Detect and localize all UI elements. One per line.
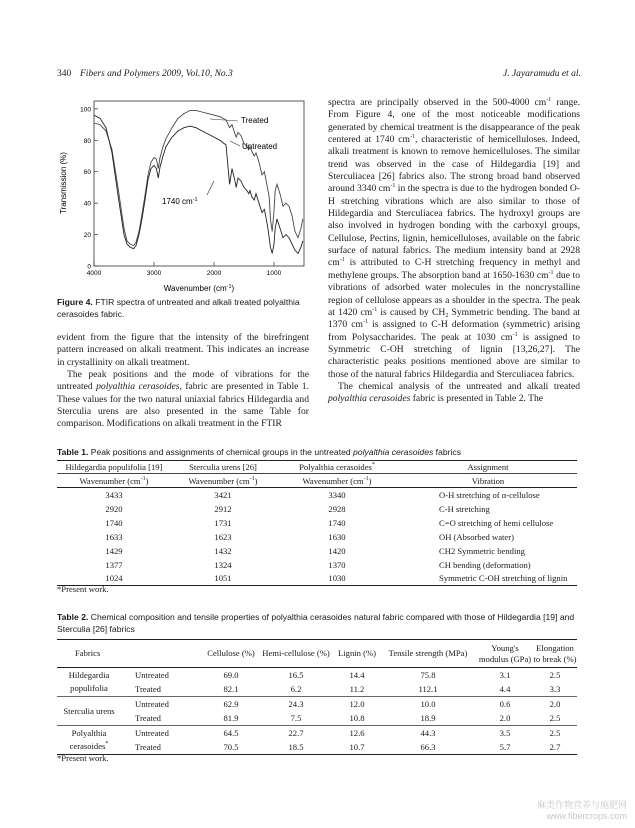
annotation-arrow (207, 181, 214, 195)
x-tick-label: 3000 (146, 270, 162, 277)
left-paragraph-1: evident from the figure that the intensity of the birefringent pattern increased on alkali treatment. This indicates an increase in crystallinity on alkali treatment. (57, 332, 309, 368)
table2-cell: 64.5 (223, 728, 239, 738)
table2-cell: 2.0 (499, 713, 511, 723)
table1 (57, 460, 577, 586)
table2-header-cell: Lignin (%) (338, 648, 376, 658)
table1-cell: 1623 (214, 531, 232, 542)
table2-cell: 24.3 (288, 699, 304, 709)
x-tick-label: 2000 (206, 270, 222, 277)
table2-cell: 82.1 (223, 684, 239, 694)
table2-cell: 2.7 (549, 742, 561, 752)
table1-caption: Table 1. Peak positions and assignments of chemical groups in the untreated polyalthia cerasoides fabrics (57, 447, 461, 457)
table2-cell: 16.5 (288, 670, 304, 680)
table1-subheader-cell: Wavenumber $(cm^{-1})$ (275, 474, 399, 488)
plot-frame (94, 101, 304, 266)
x-tick-label: 1000 (266, 270, 282, 277)
legend-treated: Treated (241, 116, 269, 125)
table1-subheader-cell: Wavenumber $(cm^{-1})$ (171, 474, 275, 488)
table2-cell: 2.5 (549, 728, 561, 738)
table1-row (57, 502, 577, 516)
table1-header-row (57, 461, 577, 474)
table2-cell: 70.5 (223, 742, 239, 752)
table2-treatment: Treated (135, 742, 161, 752)
table2-cell: 7.5 (290, 713, 302, 723)
table2-cell: 81.9 (223, 713, 239, 723)
table2-header-cell: Hemi-cellulose (%) (262, 648, 330, 658)
table2-cell: 44.3 (420, 728, 436, 738)
table2-treatment: Treated (135, 684, 161, 694)
table1-cell: 1429 (105, 545, 123, 556)
right-paragraph-1: spectra are principally observed in the 500-4000 $cm^{-1}$ range. From Figure 4, one of the most noticeable modifications generated by chemical treatment is the disappearance of the peak centered at 1740 $cm^{-1}$, characteristic of hemicelluloses. Indeed, alkali treatment is known to remove hemicelluloses. The similar trend was observed in the case of Hildegardia [19] and Sterculiacea [26] fabrics also. The strong broad band observed around 3340 $cm^{-1}$ in the spectra is due to the hydrogen bonded O-H stretching vibrations which are also similar to those of Hildegardia and Sterculiacea fabrics. The hydroxyl groups are also involved in hydrogen bonding with the carboxyl groups, Cellulose, Pectins, lignin, hemicelluloses, available on the fabric surface of natural fabrics. The medium intensity band at 2928 $cm^{-1}$ is attributed to C-H stretching frequency in methyl and methylene groups. The absorption band at 1650-1630 $cm^{-1}$ due to vibrations of adsorbed water molecules in the noncrystalline region of cellulose appears as a shoulder in the spectra. The peak at 1420 $cm^{-1}$ is caused by $CH_2$ Symmetric bending. The band at 1370 $cm^{-1}$ is assigned to C-H deformation (symmetric) arising from Polysaccharides. The peak at 1030 $cm^{-1}$ is assigned to Symmetric C-OH stretching of lignin [13,26,27]. The characteristic peaks positions mentioned above are similar to those of the natural fabrics Hildegardia and Sterculiacea fabrics. (328, 97, 581, 380)
table2-header-cell: Tensile strength (MPa) (388, 648, 468, 658)
table2-row (57, 740, 577, 755)
watermark-line-1: 麻类作物营养与施肥网 (536, 800, 627, 810)
table2-cell: 3.3 (549, 684, 561, 694)
running-author: J. Jayaramudu et al. (503, 69, 581, 79)
table2-header-cell: Fabrics (75, 648, 101, 658)
table2-row (57, 711, 577, 726)
table2-fabric-name: Polyalthia cerasoides* (69, 728, 109, 751)
x-tick-label: 4000 (86, 270, 102, 277)
table2-cell: 0.6 (499, 699, 511, 709)
table2-caption: Table 2. Chemical composition and tensile properties of polyalthia cerasoides natural fabric compared with those of Hildegardia [19] and Sterculia [26] fabrics (57, 612, 575, 634)
y-tick-label: 60 (83, 169, 91, 177)
table1-cell: 1030 (328, 573, 346, 584)
x-axis-label: Wavenumber $(cm^{-1})$ (163, 284, 235, 293)
table2-row (57, 697, 577, 712)
table2-cell: 10.0 (420, 699, 436, 709)
table1-cell: 2912 (214, 503, 232, 514)
table2-row (57, 682, 577, 697)
table1-cell: 1630 (328, 531, 346, 542)
table1-note: *Present work. (57, 584, 109, 594)
table2 (57, 639, 577, 755)
left-column (57, 332, 309, 431)
table2-treatment: Untreated (135, 728, 169, 738)
table2-cell: 10.8 (349, 713, 365, 723)
figure-caption-label: Figure 4. (57, 297, 93, 307)
series-treated-line (94, 110, 303, 245)
table2-cell: 3.5 (499, 728, 511, 738)
table1-cell: 3433 (105, 489, 123, 500)
journal-name: Fibers and Polymers 2009, Vol.10, No.3 (80, 69, 233, 79)
y-tick-label: 0 (87, 263, 91, 271)
table2-cell: 12.0 (349, 699, 365, 709)
table2-cell: 3.1 (499, 670, 511, 680)
table1-header-cell: Assignment (467, 462, 509, 472)
table2-cell: 2.5 (549, 670, 561, 680)
table2-cell: 69.0 (223, 670, 239, 680)
table1-cell: 3340 (328, 489, 346, 500)
table1-row (57, 558, 577, 572)
table2-row (57, 668, 577, 683)
table1-cell: O-H stretching of α-cellulose (439, 489, 540, 500)
page-number: 340 (57, 69, 72, 79)
table2-cell: 5.7 (499, 742, 511, 752)
table1-row (57, 488, 577, 502)
table2-cell: 22.7 (288, 728, 304, 738)
table1-cell: C=O stretching of hemi cellulose (439, 517, 554, 528)
table1-row (57, 530, 577, 544)
annotation-1740: 1740 $cm^{-1}$ (162, 197, 198, 206)
y-tick-label: 80 (83, 137, 91, 145)
watermark-line-2: www.fibercrops.com (546, 811, 627, 821)
table2-header-row (57, 640, 577, 668)
ftir-chart (52, 91, 312, 296)
table1-cell: 1740 (328, 517, 346, 528)
table1-header-cell: Sterculia urens [26] (189, 462, 257, 472)
table2-cell: 12.6 (349, 728, 365, 738)
legend-untreated: Untreated (242, 142, 278, 151)
figure-caption (57, 297, 309, 320)
table2-cell: 4.4 (499, 684, 511, 694)
table2-cell: 18.9 (420, 713, 436, 723)
table1-cell: 1324 (214, 559, 232, 570)
table2-cell: 2.0 (549, 699, 561, 709)
table2-treatment: Treated (135, 713, 161, 723)
table1-cell: 1370 (328, 559, 346, 570)
table2-header-cell: Elongation to break (%) (533, 642, 577, 664)
y-axis-label: Transmission (%) (59, 152, 68, 214)
table1-cell: 1377 (105, 559, 123, 570)
table1-cell: 2920 (105, 503, 123, 514)
table2-cell: 14.4 (349, 670, 365, 680)
table1-row (57, 516, 577, 530)
table1-cell: 1051 (214, 573, 232, 584)
table2-fabric-name: Hildegardia populifolia (68, 670, 110, 693)
table2-note: *Present work. (57, 753, 109, 763)
table2-cell: 18.5 (288, 742, 304, 752)
table1-header-cell: Hildegardia populifolia [19] (65, 462, 163, 472)
table2-cell: 10.7 (349, 742, 365, 752)
table1-subheader-cell: Vibration (399, 474, 577, 488)
table2-row (57, 726, 577, 741)
table2-cell: 6.2 (290, 684, 302, 694)
watermark (537, 800, 627, 822)
table2-cell: 112.1 (418, 684, 438, 694)
table2-cell: 75.8 (420, 670, 436, 680)
table1-cell: OH (Absorbed water) (439, 531, 514, 542)
table2-treatment: Untreated (135, 670, 169, 680)
figure-caption-text: FTIR spectra of untreated and alkali treated polyalthia cerasoides fabric. (57, 297, 300, 319)
table1-cell: 1740 (105, 517, 123, 528)
table1-row (57, 544, 577, 558)
table1-cell: 1432 (214, 545, 232, 556)
table1-cell: CH bending (deformation) (439, 559, 531, 570)
table1-cell: CH2 Symmetric bending (439, 545, 525, 556)
table1-cell: 2928 (328, 503, 346, 514)
table1-subheader-cell: Wavenumber $(cm^{-1})$ (57, 474, 171, 488)
table2-cell: 66.3 (420, 742, 436, 752)
table1-cell: 1024 (105, 573, 123, 584)
table2-fabric-name: Sterculia urens (63, 705, 115, 716)
table2-header-cell: Young's modulus (GPa) (478, 642, 532, 664)
right-column (328, 97, 580, 406)
table2-treatment: Untreated (135, 699, 169, 709)
table1-cell: 1731 (214, 517, 232, 528)
y-tick-label: 100 (80, 106, 91, 114)
table1-cell: C-H stretching (439, 503, 490, 514)
y-tick-label: 20 (83, 232, 91, 240)
y-tick-label: 40 (83, 200, 91, 208)
table2-header-cell: Cellulose (%) (207, 648, 255, 658)
table1-cell: 3421 (214, 489, 232, 500)
table1-header-cell: Polyalthia cerasoides* (299, 462, 375, 472)
table1-cell: 1633 (105, 531, 123, 542)
table2-cell: 11.2 (349, 684, 365, 694)
table1-cell: Symmetric C-OH stretching of lignin (439, 573, 568, 584)
table1-row (57, 572, 577, 586)
right-paragraph-2: The chemical analysis of the untreated and alkali treated polyalthia cerasoides fabric is presented in Table 2. The (328, 380, 580, 405)
table1-cell: 1420 (328, 545, 346, 556)
left-paragraph-2: The peak positions and the mode of vibrations for the untreated polyalthia cerasoides, fabric are presented in Table 1. These values for the two natural uniaxial fabrics Hildegardia and Sterculia urens are also presented in the same Table for comparison. Modifications on alkali treatment in the FTIR (57, 369, 309, 430)
legend-untreated-leader (230, 141, 240, 146)
table2-cell: 62.9 (223, 699, 239, 709)
table2-cell: 2.5 (549, 713, 561, 723)
table1-subheader-row (57, 474, 577, 488)
